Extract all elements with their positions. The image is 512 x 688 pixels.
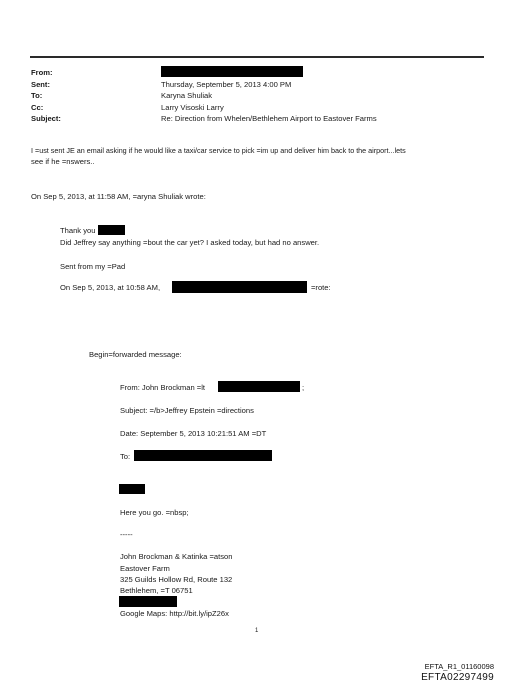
footer-id-1: EFTA_R1_01160098 bbox=[424, 662, 494, 671]
to-value: Karyna Shuliak bbox=[161, 91, 213, 100]
here-you-go-text: Here you go. =nbsp; bbox=[120, 508, 189, 517]
fwd-subject: Subject: =/b>Jeffrey Epstein =directions bbox=[120, 406, 254, 415]
fwd-to: To: bbox=[120, 452, 131, 461]
salutation-redaction bbox=[119, 484, 145, 494]
quote2-prefix: On Sep 5, 2013, at 10:58 AM, bbox=[60, 283, 161, 292]
quote2-redaction bbox=[172, 281, 307, 293]
header-rule bbox=[30, 56, 484, 58]
from-label: From: bbox=[31, 68, 53, 77]
fwd-date: Date: September 5, 2013 10:21:51 AM =DT bbox=[120, 429, 267, 438]
body-line-2: see if he =nswers.. bbox=[31, 157, 95, 166]
forwarded-begin: Begin=forwarded message: bbox=[89, 350, 182, 359]
name-redaction bbox=[98, 225, 125, 235]
quote2-suffix: =rote: bbox=[311, 283, 331, 292]
page-number: 1 bbox=[255, 628, 259, 634]
sent-label: Sent: bbox=[31, 80, 50, 89]
footer-id-2: EFTA02297499 bbox=[421, 672, 494, 683]
sent-value: Thursday, September 5, 2013 4:00 PM bbox=[161, 80, 292, 89]
quote1-header: On Sep 5, 2013, at 11:58 AM, =aryna Shuliak wrote: bbox=[31, 192, 206, 201]
cc-label: Cc: bbox=[31, 103, 44, 112]
cc-value: Larry Visoski Larry bbox=[161, 103, 224, 112]
address-line-3: 325 Guilds Hollow Rd, Route 132 bbox=[120, 575, 233, 584]
fwd-from: From: John Brockman =lt bbox=[120, 383, 206, 392]
thank-you-text: Thank you bbox=[60, 226, 96, 235]
body-line-1: I =ust sent JE an email asking if he would like a taxi/car service to pick =im up and deliver him back to the airport...lets bbox=[31, 146, 406, 155]
question-text: Did Jeffrey say anything =bout the car yet? I asked today, but had no answer. bbox=[60, 238, 320, 247]
subject-value: Re: Direction from Whelen/Bethlehem Airport to Eastover Farms bbox=[161, 114, 377, 123]
fwd-from-redaction bbox=[218, 381, 300, 392]
address-line-1: John Brockman & Katinka =atson bbox=[120, 552, 233, 561]
from-redaction bbox=[161, 66, 303, 77]
fwd-from-tail: ; bbox=[302, 383, 305, 392]
address-line-2: Eastover Farm bbox=[120, 564, 170, 573]
maps-link[interactable]: Google Maps: http://bit.ly/ipZ26x bbox=[120, 609, 229, 618]
sent-from-text: Sent from my =Pad bbox=[60, 262, 126, 271]
signature-dashes: ----- bbox=[120, 530, 133, 539]
address-redaction bbox=[119, 596, 177, 607]
fwd-to-redaction bbox=[134, 450, 272, 461]
subject-label: Subject: bbox=[31, 114, 61, 123]
address-line-4: Bethlehem, =T 06751 bbox=[120, 586, 193, 595]
to-label: To: bbox=[31, 91, 43, 100]
